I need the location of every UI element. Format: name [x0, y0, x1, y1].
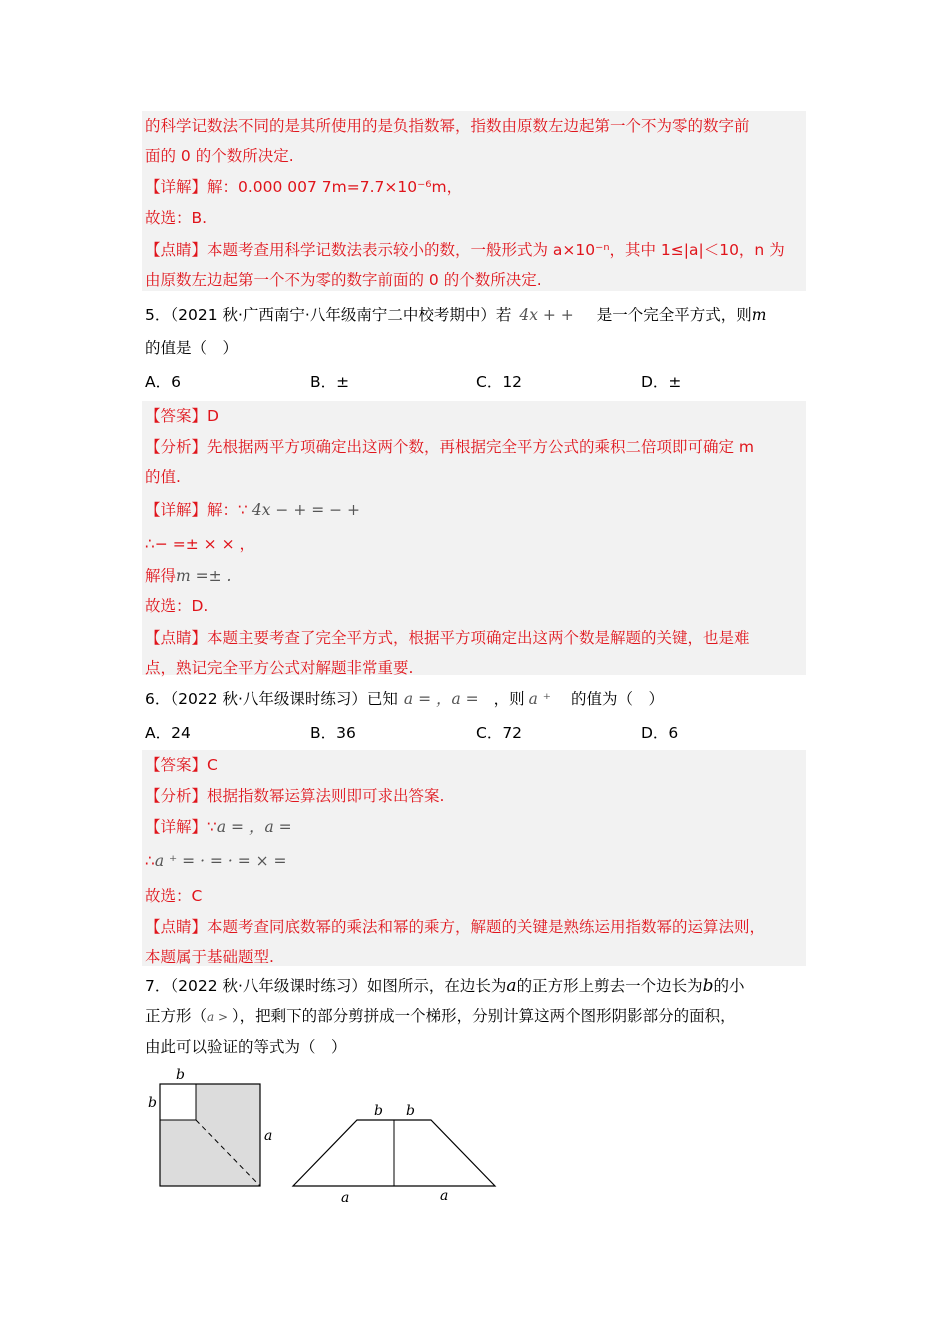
q5-stem-line-1: [145, 300, 766, 330]
q7-var-a: a: [506, 976, 517, 996]
q7-stem-source: 7．（2022 秋·八年级课时练习）如图所示，在边长为: [145, 977, 507, 995]
label-square-right-a: a: [264, 1128, 273, 1144]
q5-detail-prefix: 【详解】解：∵: [145, 501, 248, 519]
label-trap-top-b-1: b: [374, 1103, 383, 1119]
q7-stem-line-3: 由此可以验证的等式为（ ）: [145, 1038, 347, 1056]
q6-option-d: D．6: [641, 724, 679, 742]
q7-stem-line-2: [145, 1001, 736, 1032]
q5-option-c: C．12: [476, 373, 523, 391]
q6-option-c: C．72: [476, 724, 523, 742]
q5-detail-line-3: [145, 561, 231, 591]
q7-stem-line-1: [145, 971, 744, 1001]
q5-stem-source: 5．（2021 秋·广西南宁·八年级南宁二中校考期中）若: [145, 306, 512, 324]
q6-detail-given: a = ，a =: [216, 818, 292, 836]
q6-option-b: B．36: [310, 724, 356, 742]
q7-var-b: b: [702, 976, 714, 996]
q6-stem-suffix: 的值为（ ）: [570, 690, 664, 708]
q7-stem-paren: 正方形（: [145, 1007, 208, 1025]
q5-stem-var-m: m: [751, 306, 767, 324]
q5-detail-expression: 4x − + = − +: [251, 501, 361, 519]
q5-note-line-1: 【点睛】本题主要考查了完全平方式，根据平方项确定出这两个数是解题的关键，也是难: [145, 629, 750, 647]
q6-note-line-1: 【点睛】本题考查同底数幂的乘法和幂的乘方，解题的关键是熟练运用指数幂的运算法则，: [145, 918, 766, 936]
q6-answer: 【答案】C: [145, 756, 218, 774]
q6-detail-prefix: 【详解】∵: [145, 818, 217, 836]
q6-detail-line-1: [145, 812, 292, 842]
q5-option-d: D．±: [641, 373, 682, 391]
q6-stem-then: ，则: [493, 690, 525, 708]
q5-stem-suffix: 是一个完全平方式，则: [596, 306, 752, 324]
q6-stem-target: a ⁺: [528, 690, 551, 708]
q4-note-line-2: 由原数左边起第一个不为零的数字前面的 0 的个数所决定.: [145, 271, 542, 289]
q5-detail-line-1: [145, 495, 360, 525]
q5-choose: 故选：D.: [145, 597, 209, 615]
q6-note-line-2: 本题属于基础题型.: [145, 948, 274, 966]
label-trap-bottom-a-2: a: [440, 1188, 449, 1204]
q6-therefore: ∴: [145, 852, 155, 870]
label-square-left-b: b: [148, 1095, 157, 1111]
q4-text-line-2: 面的 0 的个数所决定.: [145, 147, 294, 165]
q5-detail-line-2: ∴− =± × × ，: [145, 535, 256, 553]
q5-option-a: A．6: [145, 373, 181, 391]
q5-answer: 【答案】D: [145, 407, 219, 425]
q7-stem-rest: ），把剩下的部分剪拼成一个梯形，分别计算这两个图形阴影部分的面积，: [231, 1007, 736, 1025]
q6-stem-given: a = ，a =: [403, 690, 484, 708]
q6-analysis: 【分析】根据指数幂运算法则即可求出答案.: [145, 787, 445, 805]
label-square-top-b: b: [176, 1067, 185, 1083]
q6-detail-line-2: [145, 846, 287, 876]
q6-option-a: A．24: [145, 724, 191, 742]
q5-stem-expression: 4x + +: [519, 306, 579, 324]
q5-option-b: B．±: [310, 373, 350, 391]
q6-stem-source: 6．（2022 秋·八年级课时练习）已知: [145, 690, 398, 708]
q6-choose: 故选：C: [145, 887, 203, 905]
q5-note-line-2: 点，熟记完全平方公式对解题非常重要.: [145, 659, 414, 677]
q4-note-line-1: 【点睛】本题考查用科学记数法表示较小的数，一般形式为 a×10⁻ⁿ，其中 1≤|a|＜10，n 为: [145, 241, 785, 259]
q5-solve-prefix: 解得: [145, 567, 177, 585]
q4-text-line-1: 的科学记数法不同的是其所使用的是负指数幂，指数由原数左边起第一个不为零的数字前: [145, 117, 750, 135]
q5-analysis-line-1: 【分析】先根据两平方项确定出这两个数，再根据完全平方公式的乘积二倍项即可确定 m: [145, 438, 755, 456]
q4-detail: 【详解】解：0.000 007 7m=7.7×10⁻⁶m，: [145, 178, 463, 196]
q5-stem-line-2: 的值是（ ）: [145, 339, 239, 357]
label-trap-bottom-a-1: a: [341, 1190, 350, 1206]
q5-solve-expression: m =± .: [176, 567, 232, 585]
q5-analysis-line-2: 的值.: [145, 468, 181, 486]
q4-choose: 故选：B.: [145, 209, 208, 227]
q7-stem-mid: 的正方形上剪去一个边长为: [516, 977, 703, 995]
square-cut-corner: [160, 1084, 196, 1120]
q6-stem: [145, 684, 664, 714]
q6-detail-calc: a ⁺ = · = · = × =: [154, 852, 287, 870]
q7-figure: [140, 1062, 510, 1212]
q7-condition: a >: [207, 1010, 232, 1024]
label-trap-top-b-2: b: [406, 1103, 415, 1119]
q7-stem-end: 的小: [713, 977, 745, 995]
